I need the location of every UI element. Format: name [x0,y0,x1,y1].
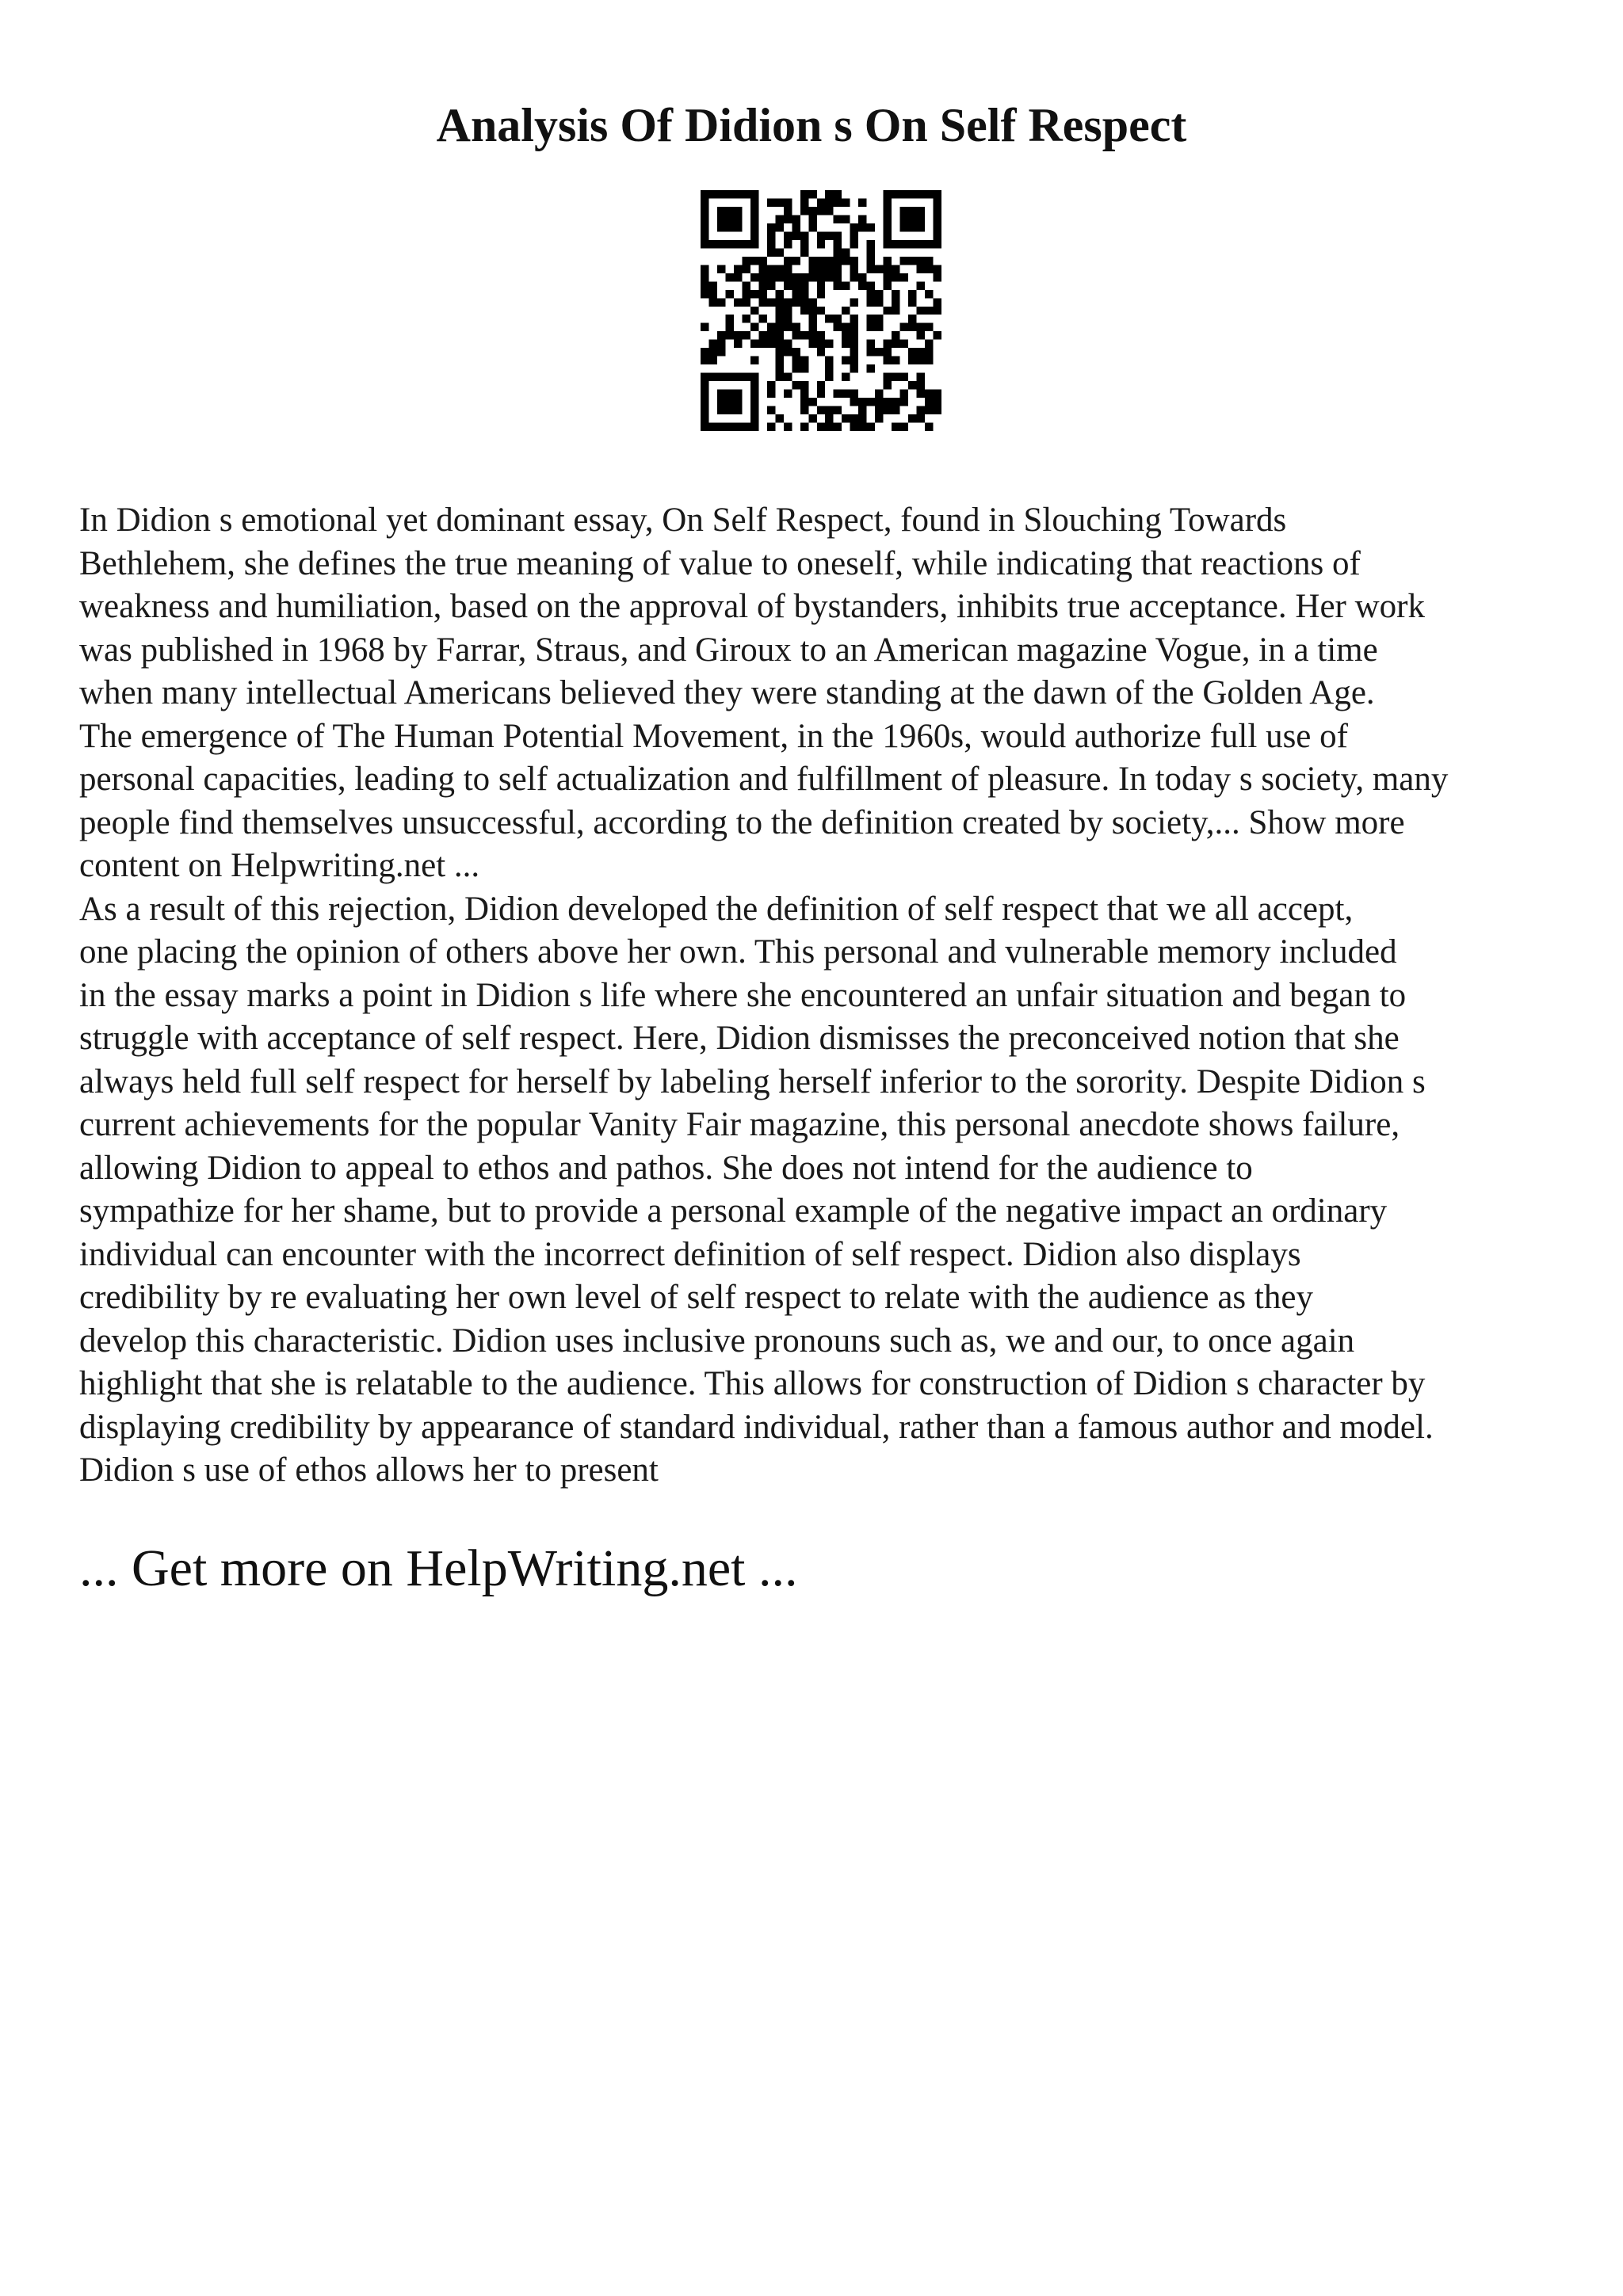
document-title: Analysis Of Didion s On Self Respect [436,99,1187,151]
body-paragraph: In Didion s emotional yet dominant essay, On Self Respect, found in Slouching Towards Bethlehem, she defines the true meaning of value to oneself, while indicating that reactions of weakness and humiliation, based on the approval of bystanders, inhibits true acceptance. Her work was published in 1968 by Farrar, Straus, and Giroux to an American magazine Vogue, in a time when many intellectual Americans believed they were standing at the dawn of the Golden Age. The emergence of The Human Potential Movement, in the 1960s, would authorize full use of personal capacities, leading to self actualization and fulfillment of pleasure. In today s society, many people find themselves unsuccessful, according to the definition created by society,... Show more content on Helpwriting.net ... [79,502,1449,884]
document-body [79,499,1577,1493]
body-paragraph: As a result of this rejection, Didion developed the definition of self respect that we all accept, one placing the opinion of others above her own. This personal and vulnerable memory included in the essay marks a point in Didion s life where she encountered an unfair situation and began to struggle with acceptance of self respect. Here, Didion dismisses the preconceived notion that she always held full self respect for herself by labeling herself inferior to the sorority. Despite Didion s current achievements for the popular Vanity Fair magazine, this personal anecdote shows failure, allowing Didion to appeal to ethos and pathos. She does not intend for the audience to sympathize for her shame, but to provide a personal example of the negative impact an ordinary individual can encounter with the incorrect definition of self respect. Didion also displays credibility by re evaluating her own level of self respect to relate with the audience as they develop this characteristic. Didion uses inclusive pronouns such as, we and our, to once again highlight that she is relatable to the audience. This allows for construction of Didion s character by displaying credibility by appearance of standard individual, rather than a famous author and model. Didion s use of ethos allows her to present [79,890,1434,1489]
get-more-link[interactable]: ... Get more on HelpWriting.net ... [79,1539,798,1597]
qr-code-icon [701,190,941,431]
